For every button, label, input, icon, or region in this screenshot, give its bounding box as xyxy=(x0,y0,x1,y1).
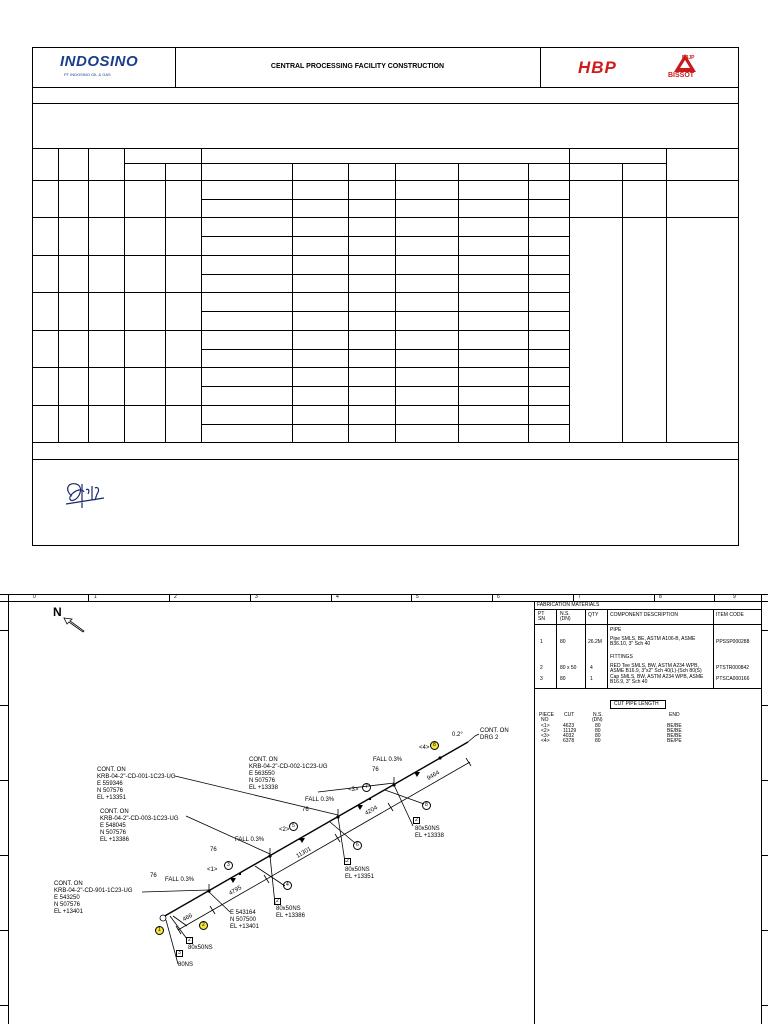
form-rule xyxy=(201,199,569,200)
indosino-subtitle: PT INDOSINO OIL & GAS xyxy=(64,72,111,77)
callout-cd-901: N 507576 xyxy=(54,902,81,908)
form-rule xyxy=(32,330,569,331)
fab-row-desc: ASME B16.9, 3"x2" Sch 40(L)-(Sch 80(S) xyxy=(610,668,702,674)
fab-row-pt: 2 xyxy=(540,665,543,671)
weld-number: 8 xyxy=(425,802,428,808)
flow-arrow-icon xyxy=(414,772,420,777)
callout-cd-003: KRB-04-2"-CD-003-1C23-UG xyxy=(100,816,179,822)
leader-line xyxy=(338,817,345,862)
weld-dot xyxy=(369,798,371,800)
cut-row-ns: 80 xyxy=(595,723,601,729)
material-tag-number: 2 xyxy=(188,937,191,943)
form-rule xyxy=(32,255,569,256)
callout-cd-901: KRB-04-2"-CD-901-1C23-UG xyxy=(54,888,133,894)
table-rule xyxy=(607,609,608,688)
form-rule xyxy=(540,47,541,87)
fall-label: FALL 0.3% xyxy=(373,757,403,763)
form-rule xyxy=(201,311,569,312)
cut-pipe-title: CUT PIPE LENGTH xyxy=(614,701,659,707)
callout-cd-901: EL +13401 xyxy=(54,909,83,915)
grid-number: 7 xyxy=(578,594,581,600)
flow-arrow-icon xyxy=(299,838,305,843)
north-label: N xyxy=(53,605,62,619)
fab-materials-title: FABRICATION MATERIALS xyxy=(537,602,600,608)
cont-drg2-label: DRG 2 xyxy=(480,735,499,741)
dimension-value: 4204 xyxy=(364,805,379,817)
callout-cd-003: N 507576 xyxy=(100,830,127,836)
leader-line xyxy=(270,856,275,904)
weld-dot xyxy=(268,854,271,857)
weld-number: 8 xyxy=(433,742,436,748)
fab-row-pt: 3 xyxy=(540,676,543,682)
callout-cd-901: CONT. ON xyxy=(54,881,83,887)
cut-row-cut: 11129 xyxy=(563,728,577,734)
grid-tick xyxy=(761,780,768,781)
dimension-tick xyxy=(264,875,269,883)
fab-row-ns: 80 xyxy=(560,676,566,682)
cut-header-piece: PIECE xyxy=(539,712,555,718)
grid-number: 0 xyxy=(33,594,36,600)
fab-row-ns: 80 xyxy=(560,639,566,645)
origin-coords: EL +13401 xyxy=(230,924,259,930)
weld-dot xyxy=(336,815,339,818)
cut-header-no: NO xyxy=(541,717,549,723)
grid-number: 3 xyxy=(255,594,258,600)
signature-mark-icon xyxy=(62,478,110,512)
leader-line xyxy=(330,822,355,843)
fab-row-desc: RED Tee SMLS, BW, ASTM A234 WPB, xyxy=(610,663,699,669)
hbp-logo: HBP xyxy=(578,58,617,77)
form-rule xyxy=(666,148,667,442)
leader-line xyxy=(186,816,270,854)
weld-number: 2 xyxy=(202,922,205,928)
fab-row-code: PPSSP000288 xyxy=(716,639,750,645)
cut-row-cut: 4032 xyxy=(563,733,575,739)
table-rule xyxy=(713,609,714,688)
callout-cd-003: CONT. ON xyxy=(100,809,129,815)
form-rule xyxy=(458,163,459,442)
form-rule xyxy=(201,274,569,275)
grid-tick xyxy=(714,594,715,601)
form-rule xyxy=(32,292,569,293)
form-rule xyxy=(201,424,569,425)
fall-label: FALL 0.3% xyxy=(305,797,335,803)
dimension-tick xyxy=(210,906,215,914)
callout-cd-002: E 563550 xyxy=(249,771,275,777)
bissot-name: BISSOT xyxy=(668,72,695,79)
fall-label: FALL 0.3% xyxy=(235,837,265,843)
cut-row-cut: 4623 xyxy=(563,723,575,729)
fab-row-desc: B16.9, 3" Sch 40 xyxy=(610,679,648,685)
branch-length: 76 xyxy=(150,873,157,879)
callout-cd-001: KRB-04-2"-CD-001-1C23-UG xyxy=(97,774,176,780)
cut-row-piece: <1> xyxy=(541,723,550,729)
table-rule xyxy=(534,609,761,610)
weld-number: 3 xyxy=(227,862,230,868)
grid-number: 4 xyxy=(336,594,339,600)
transmittal-form xyxy=(32,47,739,546)
form-rule xyxy=(348,163,349,442)
dimension-value: 466 xyxy=(182,912,194,924)
cut-row-cut: 6378 xyxy=(563,738,575,744)
grid-tick xyxy=(761,630,768,631)
tee-label: 80x50NS xyxy=(415,826,440,832)
leader-line xyxy=(475,734,479,736)
fab-row-desc: Cap SMLS, BW, ASTM A234 WPB, ASME xyxy=(610,674,704,680)
page-title: CENTRAL PROCESSING FACILITY CONSTRUCTION xyxy=(270,63,445,70)
callout-cd-002: KRB-04-2"-CD-002-1C23-UG xyxy=(249,764,328,770)
fab-section-pipe: PIPE xyxy=(610,627,622,633)
grid-tick xyxy=(761,705,768,706)
branch-length: 76 xyxy=(210,847,217,853)
fab-header-pt: PT xyxy=(538,611,545,617)
dimension-value: 11301 xyxy=(295,846,313,860)
callout-cd-002: CONT. ON xyxy=(249,757,278,763)
form-rule xyxy=(32,148,739,149)
fab-header-qty: QTY xyxy=(588,612,599,618)
piece-label: <1> xyxy=(207,867,218,873)
grid-tick xyxy=(761,855,768,856)
fab-header-code: ITEM CODE xyxy=(716,612,744,618)
origin-coords: N 507500 xyxy=(230,917,257,923)
weld-number: 6 xyxy=(356,842,359,848)
weld-dot xyxy=(392,783,395,786)
form-rule xyxy=(58,148,59,442)
form-rule xyxy=(528,163,529,442)
form-rule xyxy=(32,405,569,406)
piece-label: <4> xyxy=(419,745,430,751)
fab-row-desc: B36.10, 3" Sch 40 xyxy=(610,641,651,647)
fab-row-qty: 4 xyxy=(590,665,593,671)
form-rule xyxy=(32,103,739,104)
piece-label: <2> xyxy=(279,827,290,833)
table-rule xyxy=(556,609,557,688)
fab-row-code: PTSCA000166 xyxy=(716,676,750,682)
grid-number: 1 xyxy=(94,594,97,600)
form-rule xyxy=(124,148,125,442)
fab-header-sn: SN xyxy=(538,616,545,622)
cut-header-cut: CUT xyxy=(564,712,575,718)
branch-length: 76 xyxy=(372,767,379,773)
fall-label: FALL 0.3% xyxy=(165,877,195,883)
flow-arrow-icon xyxy=(357,805,363,810)
weld-dot xyxy=(239,873,241,875)
cut-header-end: END xyxy=(669,712,680,718)
fab-row-pt: 1 xyxy=(540,639,543,645)
material-tag-number: 2 xyxy=(415,817,418,823)
fab-header-ns-unit: (DN) xyxy=(560,616,571,622)
form-rule xyxy=(165,163,166,442)
form-rule xyxy=(88,148,89,442)
leader-line xyxy=(142,890,209,892)
tee-label: EL +13386 xyxy=(276,913,305,919)
weld-dot xyxy=(438,756,441,759)
leader-line xyxy=(394,785,413,826)
callout-cd-001: N 507576 xyxy=(97,788,124,794)
grid-number: 5 xyxy=(416,594,419,600)
fab-row-ns: 80 x 50 xyxy=(560,665,577,671)
form-rule xyxy=(201,148,202,442)
form-rule xyxy=(32,87,739,88)
cut-row-end: BE/BE xyxy=(667,723,682,729)
weld-number: 4 xyxy=(286,882,289,888)
dimension-tick xyxy=(335,834,340,842)
table-rule xyxy=(534,624,761,625)
table-rule xyxy=(534,688,761,689)
cut-row-end: BE/BE xyxy=(667,733,682,739)
fab-header-desc: COMPONENT DESCRIPTION xyxy=(610,612,678,618)
form-rule xyxy=(32,459,739,460)
callout-cd-001: E 559346 xyxy=(97,781,123,787)
cut-row-piece: <3> xyxy=(541,733,550,739)
form-rule xyxy=(201,386,569,387)
form-rule xyxy=(622,163,623,442)
form-rule xyxy=(32,217,739,218)
origin-coords: E 543164 xyxy=(230,910,256,916)
fab-row-qty: 26.2M xyxy=(588,639,602,645)
form-rule xyxy=(32,180,739,181)
form-rule xyxy=(201,349,569,350)
material-tag-number: 2 xyxy=(276,898,279,904)
fab-row-qty: 1 xyxy=(590,676,593,682)
cut-row-ns: 80 xyxy=(595,733,601,739)
callout-cd-001: EL +13351 xyxy=(97,795,126,801)
dimension-tick xyxy=(466,758,471,766)
tee-label: EL +13351 xyxy=(345,874,374,880)
form-rule xyxy=(201,236,569,237)
callout-cd-002: EL +13338 xyxy=(249,785,278,791)
slope-label: 0.2° xyxy=(452,732,463,738)
cut-header-ns-unit: (DN) xyxy=(592,717,603,723)
grid-tick xyxy=(761,930,768,931)
fab-header-ns: N.S. xyxy=(560,611,570,617)
weld-number: 5 xyxy=(292,823,295,829)
weld-number: 1 xyxy=(158,927,161,933)
table-rule xyxy=(534,601,535,1024)
grid-number: 6 xyxy=(497,594,500,600)
fab-row-code: PTSTR000842 xyxy=(716,665,750,671)
dimension-value: 9464 xyxy=(426,770,441,782)
material-tag-number: 3 xyxy=(178,950,181,956)
grid-tick xyxy=(573,594,574,601)
weld-number: 7 xyxy=(365,784,368,790)
callout-cd-003: E 548045 xyxy=(100,823,126,829)
callout-cd-003: EL +13386 xyxy=(100,837,129,843)
callout-cd-002: N 507576 xyxy=(249,778,276,784)
cut-row-piece: <4> xyxy=(541,738,550,744)
leader-line xyxy=(468,736,475,742)
cut-row-ns: 80 xyxy=(595,738,601,744)
indosino-logo: INDOSINO xyxy=(60,53,139,70)
fab-section-fittings: FITTINGS xyxy=(610,654,633,660)
form-rule xyxy=(32,367,569,368)
cap-label: 80NS xyxy=(178,962,194,968)
grid-number: 2 xyxy=(174,594,177,600)
tee-label: 80x50NS xyxy=(345,867,370,873)
form-rule xyxy=(292,163,293,442)
form-rule xyxy=(569,148,570,442)
pipe-cap xyxy=(160,915,166,921)
cut-row-end: BE/PE xyxy=(667,738,682,744)
fab-row-desc: Pipe SMLS, BE, ASTM A106-B, ASME xyxy=(610,636,696,642)
isometric-piping xyxy=(0,594,534,1024)
form-rule xyxy=(395,163,396,442)
grid-number: 9 xyxy=(733,594,736,600)
cut-header-ns: N.S. xyxy=(593,712,603,718)
form-rule xyxy=(32,442,739,443)
tee-label: EL +13338 xyxy=(415,833,444,839)
table-rule xyxy=(585,609,586,688)
cont-drg2-label: CONT. ON xyxy=(480,728,509,734)
grid-tick xyxy=(761,1005,768,1006)
cut-row-ns: 80 xyxy=(595,728,601,734)
grid-tick xyxy=(654,594,655,601)
tee-label: 80x50NS xyxy=(188,945,213,951)
material-tag-number: 2 xyxy=(346,858,349,864)
tee-label: 80x50NS xyxy=(276,906,301,912)
callout-cd-901: E 543250 xyxy=(54,895,80,901)
bissot-badge: B3JP xyxy=(682,55,695,61)
branch-length: 76 xyxy=(302,807,309,813)
weld-dot xyxy=(207,889,210,892)
frame-rule xyxy=(761,594,762,1024)
callout-cd-001: CONT. ON xyxy=(97,767,126,773)
piece-label: <3> xyxy=(348,787,359,793)
cut-row-piece: <2> xyxy=(541,728,550,734)
cut-row-end: BE/BE xyxy=(667,728,682,734)
dimension-value: 4795 xyxy=(228,885,243,897)
flow-arrow-icon xyxy=(230,878,236,883)
grid-number: 8 xyxy=(659,594,662,600)
